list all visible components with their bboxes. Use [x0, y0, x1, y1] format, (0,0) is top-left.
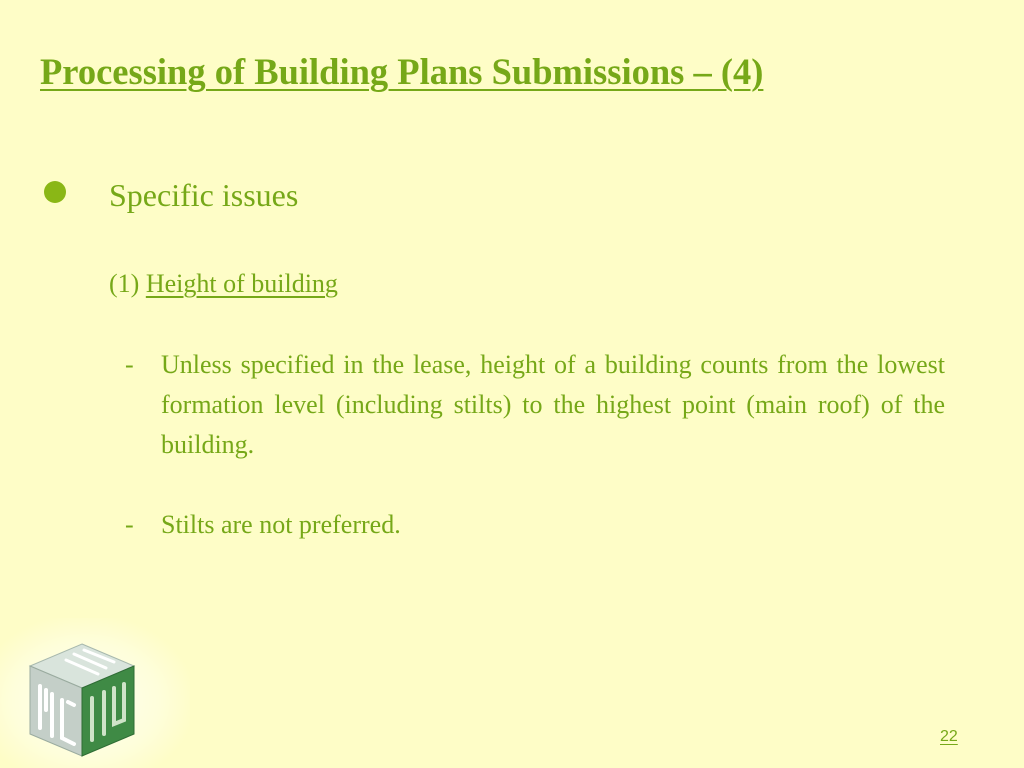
list-item	[125, 345, 945, 465]
dash-marker: -	[125, 510, 134, 539]
page-number: 22	[940, 728, 958, 745]
list-item	[125, 505, 945, 545]
bullet-specific-issues: Specific issues	[109, 177, 299, 213]
dash-marker: -	[125, 350, 134, 379]
slide-title: Processing of Building Plans Submissions – (4)	[40, 51, 764, 92]
bullet-dot-icon	[44, 181, 66, 203]
cube-logo-icon	[22, 640, 142, 760]
subheading-number: (1)	[109, 269, 146, 298]
list-item-text: Stilts are not preferred.	[161, 510, 401, 539]
subheading-link[interactable]: Height of building	[145, 269, 338, 298]
subheading-height-of-building	[109, 268, 338, 299]
list-item-text: Unless specified in the lease, height of a building counts from the lowest formation level (including stilts) to the highest point (main roof) of the building.	[161, 350, 945, 459]
